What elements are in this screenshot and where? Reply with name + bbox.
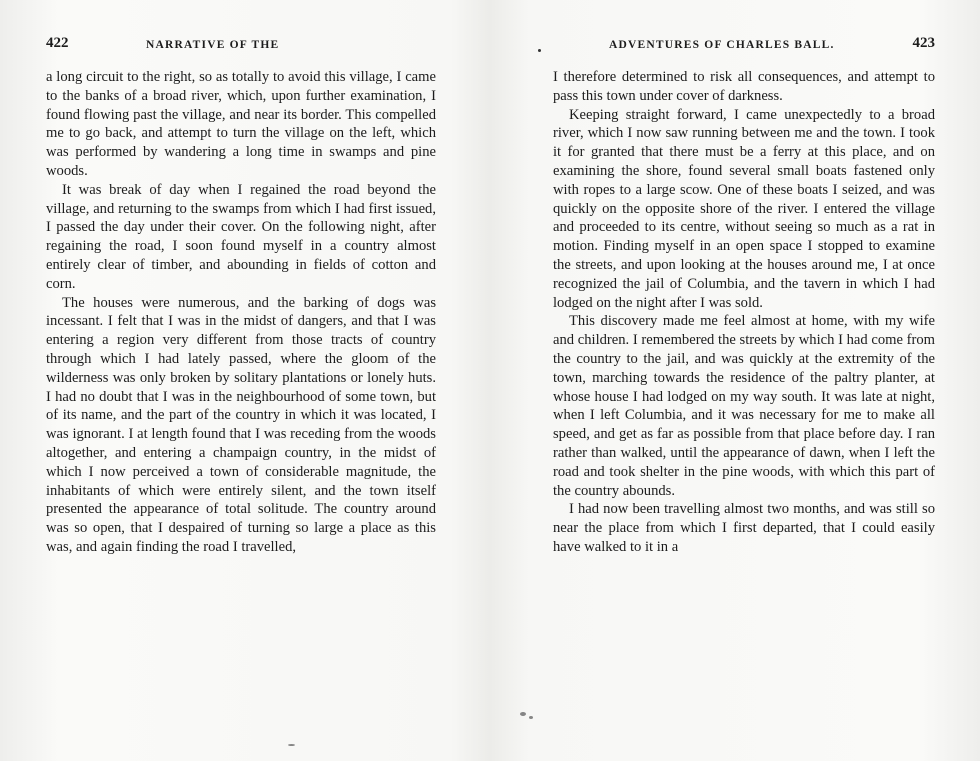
right-body-text: [553, 68, 935, 557]
left-page: [46, 35, 436, 557]
left-running-title: NARRATIVE OF THE: [146, 39, 280, 51]
right-paragraph-3: This discovery made me feel almost at home, with my wife and children. I remembered the streets by which I had come from the country to the jail, and was quickly at the extremity of the town, marching towards the residence of the paltry planter, at whose house I had lodged on my way south. It was late at night, when I left Columbia, and it was necessary for me to make all speed, and get as far as possible from that place before day. I ran rather than walked, until the appearance of dawn, when I left the road and took shelter in the pine woods, with which this part of the country abounds.: [553, 313, 935, 499]
left-paragraph-2: It was break of day when I regained the road beyond the village, and returning to the swamps from which I had first issued, I passed the day under their cover. On the following night, after regaining the road, I soon found myself in a country almost entirely clear of timber, and abounding in fields of cotton and corn.: [46, 181, 436, 292]
gutter-speck: [538, 49, 541, 52]
scan-speck: [529, 716, 533, 719]
right-page-number: 423: [912, 35, 935, 51]
left-paragraph-3: The houses were numerous, and the barking of dogs was incessant. I felt that I was in the midst of dangers, and that I was entering a region very different from those tracts of country through which I had lately passed, where the gloom of the wilderness was only broken by solitary plantations or lonely huts. I had no doubt that I was in the neighbourhood of some town, but of its name, and the part of the country in which it was located, I was ignorant. I at length found that I was receding from the woods altogether, and entering a champaign country, in the midst of which I now perceived a town of considerable magnitude, the inhabitants of which were entirely silent, and the town itself presented the appearance of total solitude. The country around was so open, that I despaired of turning so large a place as this was, and again finding the road I travelled,: [46, 294, 436, 555]
scan-speck: [288, 744, 295, 746]
right-paragraph-1: I therefore determined to risk all consequences, and attempt to pass this town under cover of darkness.: [553, 69, 935, 104]
right-paragraph-4: I had now been travelling almost two months, and was still so near the place from which I first departed, that I could easily have walked to it in a: [553, 501, 935, 555]
right-paragraph-2: Keeping straight forward, I came unexpectedly to a broad river, which I now saw running between me and the town. I took it for granted that there must be a ferry at this place, and on examining the shore, found several small boats fastened only with ropes to a large scow. One of these boats I seized, and was quickly on the opposite shore of the river. I entered the village and proceeded to its centre, without seeing so much as a rat in motion. Finding myself in an open space I stopped to examine the streets, and upon looking at the houses around me, I at once recognized the jail of Columbia, and the tavern in which I had lodged on the night after I was sold.: [553, 106, 935, 311]
right-running-head: [553, 35, 935, 62]
left-paragraph-1: a long circuit to the right, so as totally to avoid this village, I came to the banks of a broad river, which, upon further examination, I found flowing past the village, and near its border. This compelled me to go back, and attempt to turn the village on the left, which was performed by wandering a long time in swamps and pine woods.: [46, 69, 436, 179]
right-running-title: ADVENTURES OF CHARLES BALL.: [609, 39, 835, 51]
left-running-head: [46, 35, 436, 62]
left-body-text: [46, 68, 436, 557]
right-page: [553, 35, 935, 557]
left-page-number: 422: [46, 35, 69, 51]
scan-speck: [520, 712, 526, 716]
